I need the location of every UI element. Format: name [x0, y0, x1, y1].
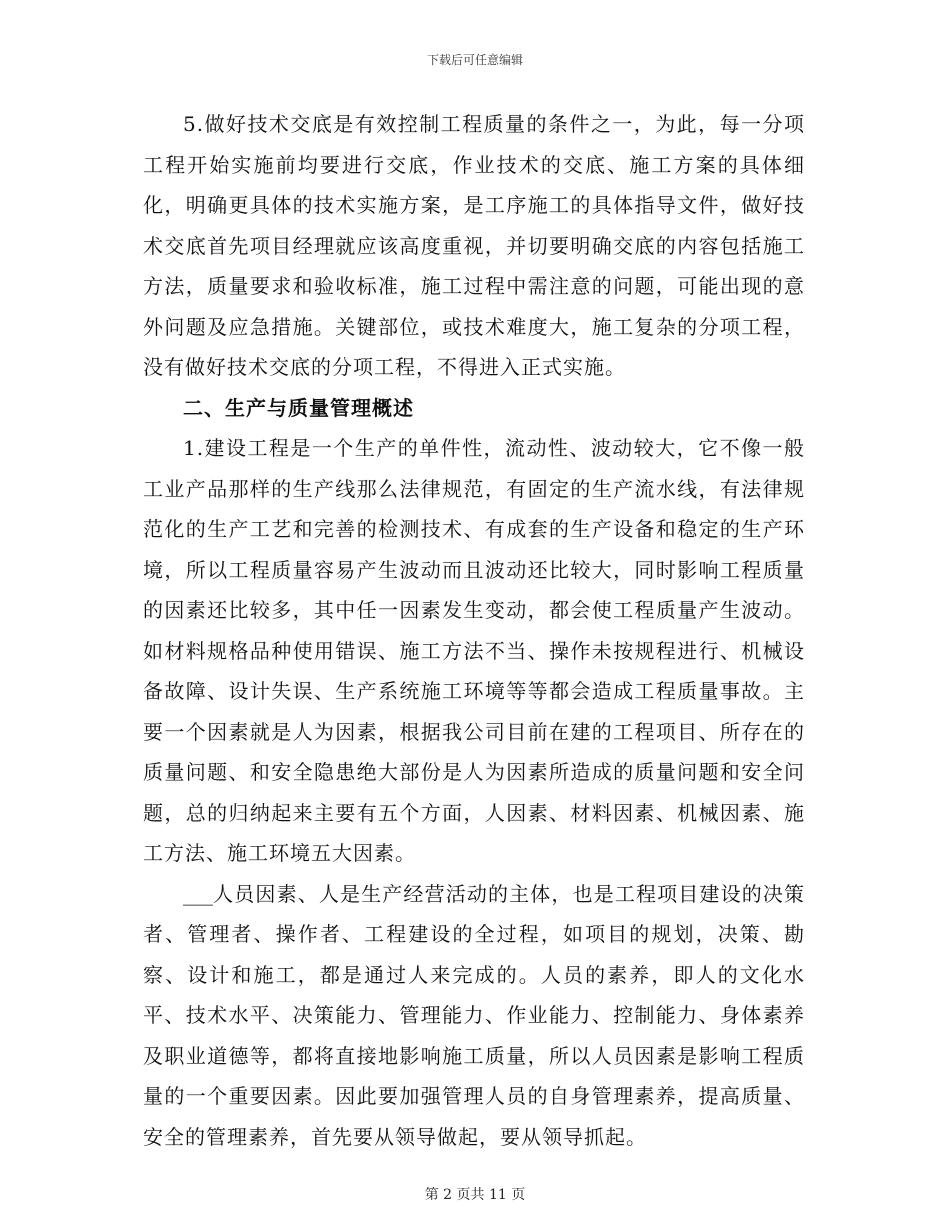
paragraph-personnel-text: 人员因素、人是生产经营活动的主体，也是工程项目建设的决策者、管理者、操作者、工程建设的全过程，如项目的规划，决策、勘察、设计和施工，都是通过人来完成的。人员的素养，即人的文化水平、技术水平、决策能力、管理能力、作业能力、控制能力、身体素养及职业道德等，都将直接地影响施工质量，所以人员因素是影响工程质量的一个重要因素。因此要加强管理人员的自身管理素养，提高质量、安全的管理素养，首先要从领导做起，要从领导抓起。 [143, 881, 805, 1149]
page-footer: 第 2 页共 11 页 [424, 1187, 526, 1203]
page-header: 下载后可任意编辑 [426, 53, 523, 67]
paragraph-technical-disclosure: 5.做好技术交底是有效控制工程质量的条件之一，为此，每一分项工程开始实施前均要进行交底，作业技术的交底、施工方案的具体细化，明确更具体的技术实施方案，是工序施工的具体指导文件，做好技术交底首先项目经理就应该高度重视，并切要明确交底的内容包括施工方法，质量要求和验收标准，施工过程中需注意的问题，可能出现的意外问题及应急措施。关键部位，或技术难度大，施工复杂的分项工程，没有做好技术交底的分项工程，不得进入正式实施。 [143, 112, 805, 379]
fill-blank: ___ [183, 881, 213, 906]
paragraph-personnel-factor [143, 874, 805, 1158]
document-body [143, 104, 805, 1157]
paragraph-construction-production: 1.建设工程是一个生产的单件性，流动性、波动较大，它不像一般工业产品那样的生产线那么法律规范，有固定的生产流水线，有法律规范化的生产工艺和完善的检测技术、有成套的生产设备和稳定的生产环境，所以工程质量容易产生波动而且波动还比较大，同时影响工程质量的因素还比较多，其中任一因素发生变动，都会使工程质量产生波动。如材料规格品种使用错误、施工方法不当、操作未按规程进行、机械设备故障、设计失误、生产系统施工环境等等都会造成工程质量事故。主要一个因素就是人为因素，根据我公司目前在建的工程项目、所存在的质量问题、和安全隐患绝大部份是人为因素所造成的质量问题和安全问题，总的归纳起来主要有五个方面，人因素、材料因素、机械因素、施工方法、施工环境五大因素。 [143, 436, 805, 865]
section-heading: 二、生产与质量管理概述 [183, 395, 414, 420]
